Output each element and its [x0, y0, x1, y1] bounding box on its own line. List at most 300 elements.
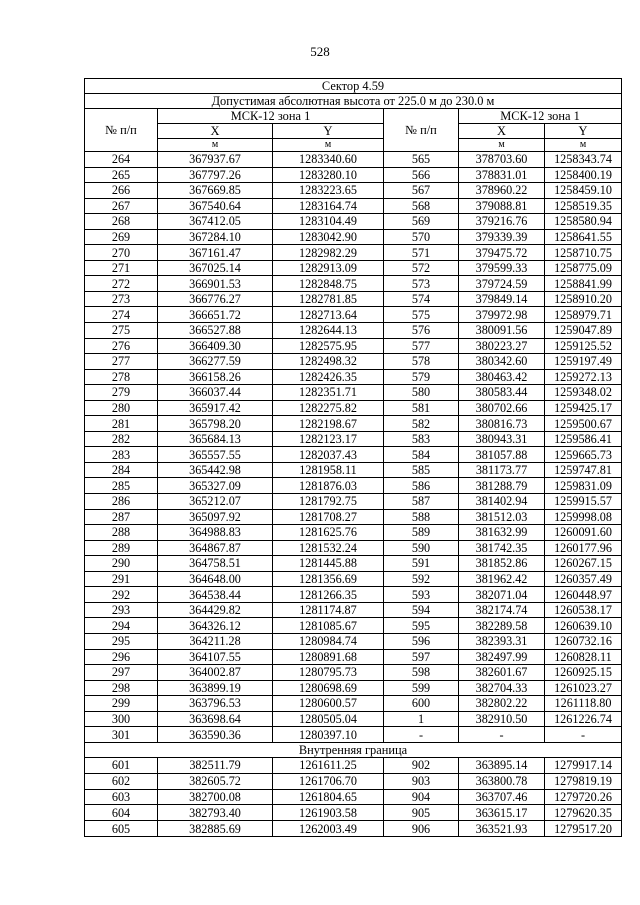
y-coordinate-cell: 1279517.20: [545, 821, 622, 837]
x-coordinate-cell: 363590.36: [158, 727, 273, 743]
y-coordinate-cell: 1279819.19: [545, 773, 622, 789]
x-coordinate-cell: 380702.66: [459, 400, 545, 416]
point-number-cell: 278: [85, 369, 158, 385]
table-row: [85, 789, 622, 805]
y-coordinate-cell: 1260448.97: [545, 587, 622, 603]
point-number-cell: 581: [384, 400, 459, 416]
point-number-cell: 905: [384, 805, 459, 821]
table-row: [85, 602, 622, 618]
y-coordinate-cell: 1283104.49: [273, 214, 384, 230]
point-number-cell: 591: [384, 556, 459, 572]
point-number-cell: 571: [384, 245, 459, 261]
y-coordinate-cell: 1258400.19: [545, 167, 622, 183]
point-number-cell: 284: [85, 462, 158, 478]
x-coordinate-cell: 365327.09: [158, 478, 273, 494]
point-number-cell: 270: [85, 245, 158, 261]
point-number-cell: 277: [85, 354, 158, 370]
point-number-cell: 292: [85, 587, 158, 603]
y-coordinate-cell: 1260925.15: [545, 665, 622, 681]
y-coordinate-cell: 1261226.74: [545, 711, 622, 727]
table-row: [85, 525, 622, 541]
x-coordinate-cell: 382802.22: [459, 696, 545, 712]
x-coordinate-cell: 367540.64: [158, 198, 273, 214]
y-coordinate-cell: 1261611.25: [273, 757, 384, 773]
x-coordinate-cell: 365097.92: [158, 509, 273, 525]
point-number-cell: 269: [85, 229, 158, 245]
unit-x-right: м: [459, 139, 545, 152]
table-row: [85, 400, 622, 416]
point-number-cell: 286: [85, 494, 158, 510]
table-row: [85, 618, 622, 634]
point-number-cell: 903: [384, 773, 459, 789]
point-number-cell: 906: [384, 821, 459, 837]
x-header-left: X: [158, 124, 273, 139]
point-number-cell: 570: [384, 229, 459, 245]
y-coordinate-cell: 1280600.57: [273, 696, 384, 712]
x-coordinate-cell: 364107.55: [158, 649, 273, 665]
y-coordinate-cell: 1281958.11: [273, 462, 384, 478]
table-row: [85, 696, 622, 712]
x-coordinate-cell: 379339.39: [459, 229, 545, 245]
table-row: [85, 462, 622, 478]
point-number-cell: 295: [85, 633, 158, 649]
table-row: [85, 711, 622, 727]
point-number-cell: 293: [85, 602, 158, 618]
y-coordinate-cell: 1281708.27: [273, 509, 384, 525]
x-coordinate-cell: 381173.77: [459, 462, 545, 478]
y-coordinate-cell: 1281625.76: [273, 525, 384, 541]
x-coordinate-cell: 379088.81: [459, 198, 545, 214]
point-number-cell: 271: [85, 260, 158, 276]
point-number-cell: 572: [384, 260, 459, 276]
index-header-right: № п/п: [384, 109, 459, 152]
y-coordinate-cell: 1260091.60: [545, 525, 622, 541]
x-coordinate-cell: 363521.93: [459, 821, 545, 837]
table-row: [85, 509, 622, 525]
x-coordinate-cell: 380223.27: [459, 338, 545, 354]
zone-header-right: МСК-12 зона 1: [459, 109, 622, 124]
point-number-cell: 565: [384, 152, 459, 168]
y-coordinate-cell: 1281792.75: [273, 494, 384, 510]
unit-y-left: м: [273, 139, 384, 152]
x-coordinate-cell: 378831.01: [459, 167, 545, 183]
y-coordinate-cell: 1261903.58: [273, 805, 384, 821]
y-coordinate-cell: 1258459.10: [545, 183, 622, 199]
point-number-cell: 294: [85, 618, 158, 634]
x-coordinate-cell: 365684.13: [158, 431, 273, 447]
table-row: [85, 447, 622, 463]
y-coordinate-cell: 1283164.74: [273, 198, 384, 214]
x-coordinate-cell: 381057.88: [459, 447, 545, 463]
x-coordinate-cell: 379599.33: [459, 260, 545, 276]
x-coordinate-cell: 366776.27: [158, 291, 273, 307]
point-number-cell: 297: [85, 665, 158, 681]
point-number-cell: 595: [384, 618, 459, 634]
x-coordinate-cell: 363796.53: [158, 696, 273, 712]
x-coordinate-cell: 367937.67: [158, 152, 273, 168]
table-row: [85, 167, 622, 183]
y-coordinate-cell: 1282123.17: [273, 431, 384, 447]
table-row: [85, 431, 622, 447]
y-coordinate-cell: 1279720.26: [545, 789, 622, 805]
x-coordinate-cell: 363698.64: [158, 711, 273, 727]
x-coordinate-cell: 382605.72: [158, 773, 273, 789]
point-number-cell: 566: [384, 167, 459, 183]
point-number-cell: 281: [85, 416, 158, 432]
point-number-cell: 604: [85, 805, 158, 821]
point-number-cell: 598: [384, 665, 459, 681]
point-number-cell: 594: [384, 602, 459, 618]
x-coordinate-cell: 382601.67: [459, 665, 545, 681]
point-number-cell: 275: [85, 323, 158, 339]
y-coordinate-cell: 1258979.71: [545, 307, 622, 323]
y-coordinate-cell: 1259272.13: [545, 369, 622, 385]
y-coordinate-cell: 1282575.95: [273, 338, 384, 354]
y-coordinate-cell: 1261804.65: [273, 789, 384, 805]
point-number-cell: 267: [85, 198, 158, 214]
x-coordinate-cell: 382071.04: [459, 587, 545, 603]
x-coordinate-cell: 365212.07: [158, 494, 273, 510]
x-coordinate-cell: 381288.79: [459, 478, 545, 494]
y-coordinate-cell: 1262003.49: [273, 821, 384, 837]
y-coordinate-cell: 1258641.55: [545, 229, 622, 245]
y-coordinate-cell: 1258343.74: [545, 152, 622, 168]
table-row: [85, 540, 622, 556]
y-coordinate-cell: 1283042.90: [273, 229, 384, 245]
y-coordinate-cell: -: [545, 727, 622, 743]
point-number-cell: 589: [384, 525, 459, 541]
page-number: 528: [310, 44, 330, 59]
y-coordinate-cell: 1280397.10: [273, 727, 384, 743]
y-coordinate-cell: 1281085.67: [273, 618, 384, 634]
y-coordinate-cell: 1280984.74: [273, 633, 384, 649]
y-coordinate-cell: 1281876.03: [273, 478, 384, 494]
x-coordinate-cell: 379972.98: [459, 307, 545, 323]
x-coordinate-cell: 381962.42: [459, 571, 545, 587]
point-number-cell: 596: [384, 633, 459, 649]
x-coordinate-cell: -: [459, 727, 545, 743]
table-row: [85, 198, 622, 214]
point-number-cell: 289: [85, 540, 158, 556]
point-number-cell: 279: [85, 385, 158, 401]
point-number-cell: 603: [85, 789, 158, 805]
y-coordinate-cell: 1283340.60: [273, 152, 384, 168]
x-coordinate-cell: 382885.69: [158, 821, 273, 837]
table-row: [85, 773, 622, 789]
x-coordinate-cell: 382793.40: [158, 805, 273, 821]
sector-title: Сектор 4.59: [85, 79, 622, 94]
inner-boundary-title: Внутренняя граница: [85, 742, 622, 757]
y-coordinate-cell: 1259586.41: [545, 431, 622, 447]
x-coordinate-cell: 381742.35: [459, 540, 545, 556]
point-number-cell: 585: [384, 462, 459, 478]
table-row: [85, 494, 622, 510]
point-number-cell: 590: [384, 540, 459, 556]
table-row: [85, 152, 622, 168]
point-number-cell: 280: [85, 400, 158, 416]
y-coordinate-cell: 1280795.73: [273, 665, 384, 681]
x-coordinate-cell: 366409.30: [158, 338, 273, 354]
y-coordinate-cell: 1260357.49: [545, 571, 622, 587]
y-coordinate-cell: 1259831.09: [545, 478, 622, 494]
y-coordinate-cell: 1258910.20: [545, 291, 622, 307]
table-row: [85, 478, 622, 494]
x-coordinate-cell: 380463.42: [459, 369, 545, 385]
y-coordinate-cell: 1259500.67: [545, 416, 622, 432]
y-coordinate-cell: 1282713.64: [273, 307, 384, 323]
x-coordinate-cell: 367412.05: [158, 214, 273, 230]
y-coordinate-cell: 1282037.43: [273, 447, 384, 463]
x-coordinate-cell: 382704.33: [459, 680, 545, 696]
y-coordinate-cell: 1282848.75: [273, 276, 384, 292]
unit-y-right: м: [545, 139, 622, 152]
x-coordinate-cell: 363707.46: [459, 789, 545, 805]
x-coordinate-cell: 379216.76: [459, 214, 545, 230]
table-row: [85, 323, 622, 339]
table-row: [85, 291, 622, 307]
y-coordinate-cell: 1280891.68: [273, 649, 384, 665]
table-row: [85, 821, 622, 837]
point-number-cell: 579: [384, 369, 459, 385]
point-number-cell: 597: [384, 649, 459, 665]
y-coordinate-cell: 1261118.80: [545, 696, 622, 712]
x-coordinate-cell: 381402.94: [459, 494, 545, 510]
y-coordinate-cell: 1259348.02: [545, 385, 622, 401]
y-coordinate-cell: 1260639.10: [545, 618, 622, 634]
point-number-cell: 578: [384, 354, 459, 370]
y-coordinate-cell: 1281266.35: [273, 587, 384, 603]
point-number-cell: 274: [85, 307, 158, 323]
y-coordinate-cell: 1281356.69: [273, 571, 384, 587]
y-coordinate-cell: 1259998.08: [545, 509, 622, 525]
x-coordinate-cell: 381512.03: [459, 509, 545, 525]
point-number-cell: 574: [384, 291, 459, 307]
point-number-cell: 264: [85, 152, 158, 168]
table-row: [85, 665, 622, 681]
table-row: [85, 338, 622, 354]
point-number-cell: 601: [85, 757, 158, 773]
point-number-cell: 288: [85, 525, 158, 541]
coordinates-table: [84, 78, 622, 837]
table-row: [85, 633, 622, 649]
x-coordinate-cell: 367161.47: [158, 245, 273, 261]
y-coordinate-cell: 1260732.16: [545, 633, 622, 649]
point-number-cell: 266: [85, 183, 158, 199]
point-number-cell: 272: [85, 276, 158, 292]
x-coordinate-cell: 379724.59: [459, 276, 545, 292]
point-number-cell: 296: [85, 649, 158, 665]
point-number-cell: 582: [384, 416, 459, 432]
x-coordinate-cell: 367669.85: [158, 183, 273, 199]
point-number-cell: 588: [384, 509, 459, 525]
point-number-cell: 576: [384, 323, 459, 339]
y-coordinate-cell: 1259047.89: [545, 323, 622, 339]
x-coordinate-cell: 365557.55: [158, 447, 273, 463]
y-coordinate-cell: 1259915.57: [545, 494, 622, 510]
table-row: [85, 587, 622, 603]
x-coordinate-cell: 380091.56: [459, 323, 545, 339]
height-range: Допустимая абсолютная высота от 225.0 м до 230.0 м: [85, 94, 622, 109]
y-coordinate-cell: 1258710.75: [545, 245, 622, 261]
unit-x-left: м: [158, 139, 273, 152]
y-coordinate-cell: 1280698.69: [273, 680, 384, 696]
point-number-cell: 602: [85, 773, 158, 789]
x-coordinate-cell: 382910.50: [459, 711, 545, 727]
point-number-cell: 290: [85, 556, 158, 572]
x-coordinate-cell: 365798.20: [158, 416, 273, 432]
x-coordinate-cell: 382393.31: [459, 633, 545, 649]
point-number-cell: 577: [384, 338, 459, 354]
point-number-cell: 575: [384, 307, 459, 323]
point-number-cell: 282: [85, 431, 158, 447]
x-coordinate-cell: 378960.22: [459, 183, 545, 199]
y-coordinate-cell: 1282351.71: [273, 385, 384, 401]
y-coordinate-cell: 1260177.96: [545, 540, 622, 556]
x-coordinate-cell: 382511.79: [158, 757, 273, 773]
table-row: [85, 416, 622, 432]
y-coordinate-cell: 1260267.15: [545, 556, 622, 572]
y-header-right: Y: [545, 124, 622, 139]
x-coordinate-cell: 365442.98: [158, 462, 273, 478]
y-coordinate-cell: 1259747.81: [545, 462, 622, 478]
x-coordinate-cell: 366651.72: [158, 307, 273, 323]
y-coordinate-cell: 1282781.85: [273, 291, 384, 307]
y-coordinate-cell: 1258775.09: [545, 260, 622, 276]
point-number-cell: 592: [384, 571, 459, 587]
y-coordinate-cell: 1280505.04: [273, 711, 384, 727]
x-coordinate-cell: 382174.74: [459, 602, 545, 618]
table-row: [85, 229, 622, 245]
y-coordinate-cell: 1258519.35: [545, 198, 622, 214]
y-coordinate-cell: 1260538.17: [545, 602, 622, 618]
point-number-cell: 593: [384, 587, 459, 603]
y-coordinate-cell: 1260828.11: [545, 649, 622, 665]
x-coordinate-cell: 364867.87: [158, 540, 273, 556]
point-number-cell: 299: [85, 696, 158, 712]
x-coordinate-cell: 379849.14: [459, 291, 545, 307]
point-number-cell: 287: [85, 509, 158, 525]
table-row: [85, 757, 622, 773]
y-coordinate-cell: 1283280.10: [273, 167, 384, 183]
y-coordinate-cell: 1279917.14: [545, 757, 622, 773]
point-number-cell: 584: [384, 447, 459, 463]
x-coordinate-cell: 363895.14: [459, 757, 545, 773]
table-row: [85, 571, 622, 587]
x-coordinate-cell: 366158.26: [158, 369, 273, 385]
y-coordinate-cell: 1259125.52: [545, 338, 622, 354]
y-header-left: Y: [273, 124, 384, 139]
table-row: [85, 680, 622, 696]
table-row: [85, 649, 622, 665]
x-coordinate-cell: 366901.53: [158, 276, 273, 292]
point-number-cell: 586: [384, 478, 459, 494]
point-number-cell: 285: [85, 478, 158, 494]
point-number-cell: 268: [85, 214, 158, 230]
x-coordinate-cell: 367284.10: [158, 229, 273, 245]
x-coordinate-cell: 380943.31: [459, 431, 545, 447]
table-row: [85, 354, 622, 370]
y-coordinate-cell: 1282644.13: [273, 323, 384, 339]
y-coordinate-cell: 1282498.32: [273, 354, 384, 370]
y-coordinate-cell: 1259665.73: [545, 447, 622, 463]
y-coordinate-cell: 1282426.35: [273, 369, 384, 385]
x-coordinate-cell: 365917.42: [158, 400, 273, 416]
point-number-cell: 1: [384, 711, 459, 727]
x-coordinate-cell: 364326.12: [158, 618, 273, 634]
y-coordinate-cell: 1259425.17: [545, 400, 622, 416]
point-number-cell: 605: [85, 821, 158, 837]
y-coordinate-cell: 1281445.88: [273, 556, 384, 572]
point-number-cell: 265: [85, 167, 158, 183]
x-coordinate-cell: 366527.88: [158, 323, 273, 339]
point-number-cell: 599: [384, 680, 459, 696]
x-coordinate-cell: 364211.28: [158, 633, 273, 649]
x-coordinate-cell: 380816.73: [459, 416, 545, 432]
y-coordinate-cell: 1279620.35: [545, 805, 622, 821]
table-row: [85, 214, 622, 230]
point-number-cell: 568: [384, 198, 459, 214]
y-coordinate-cell: 1258580.94: [545, 214, 622, 230]
x-coordinate-cell: 382497.99: [459, 649, 545, 665]
point-number-cell: 902: [384, 757, 459, 773]
x-coordinate-cell: 367025.14: [158, 260, 273, 276]
x-coordinate-cell: 364002.87: [158, 665, 273, 681]
table-row: [85, 556, 622, 572]
point-number-cell: 300: [85, 711, 158, 727]
y-coordinate-cell: 1282982.29: [273, 245, 384, 261]
table-row: [85, 727, 622, 743]
y-coordinate-cell: 1261706.70: [273, 773, 384, 789]
x-coordinate-cell: 363899.19: [158, 680, 273, 696]
y-coordinate-cell: 1281532.24: [273, 540, 384, 556]
x-coordinate-cell: 382289.58: [459, 618, 545, 634]
x-coordinate-cell: 364538.44: [158, 587, 273, 603]
point-number-cell: 580: [384, 385, 459, 401]
table-row: [85, 183, 622, 199]
point-number-cell: 583: [384, 431, 459, 447]
table-row: [85, 805, 622, 821]
x-header-right: X: [459, 124, 545, 139]
point-number-cell: 298: [85, 680, 158, 696]
point-number-cell: 567: [384, 183, 459, 199]
x-coordinate-cell: 364758.51: [158, 556, 273, 572]
table-row: [85, 260, 622, 276]
point-number-cell: 569: [384, 214, 459, 230]
point-number-cell: -: [384, 727, 459, 743]
x-coordinate-cell: 367797.26: [158, 167, 273, 183]
point-number-cell: 283: [85, 447, 158, 463]
y-coordinate-cell: 1258841.99: [545, 276, 622, 292]
x-coordinate-cell: 364648.00: [158, 571, 273, 587]
x-coordinate-cell: 366037.44: [158, 385, 273, 401]
y-coordinate-cell: 1282198.67: [273, 416, 384, 432]
table-row: [85, 307, 622, 323]
y-coordinate-cell: 1283223.65: [273, 183, 384, 199]
x-coordinate-cell: 378703.60: [459, 152, 545, 168]
point-number-cell: 301: [85, 727, 158, 743]
point-number-cell: 904: [384, 789, 459, 805]
zone-header-left: МСК-12 зона 1: [158, 109, 384, 124]
x-coordinate-cell: 381632.99: [459, 525, 545, 541]
x-coordinate-cell: 363800.78: [459, 773, 545, 789]
point-number-cell: 573: [384, 276, 459, 292]
point-number-cell: 276: [85, 338, 158, 354]
point-number-cell: 291: [85, 571, 158, 587]
y-coordinate-cell: 1282913.09: [273, 260, 384, 276]
x-coordinate-cell: 382700.08: [158, 789, 273, 805]
table-row: [85, 245, 622, 261]
x-coordinate-cell: 380583.44: [459, 385, 545, 401]
